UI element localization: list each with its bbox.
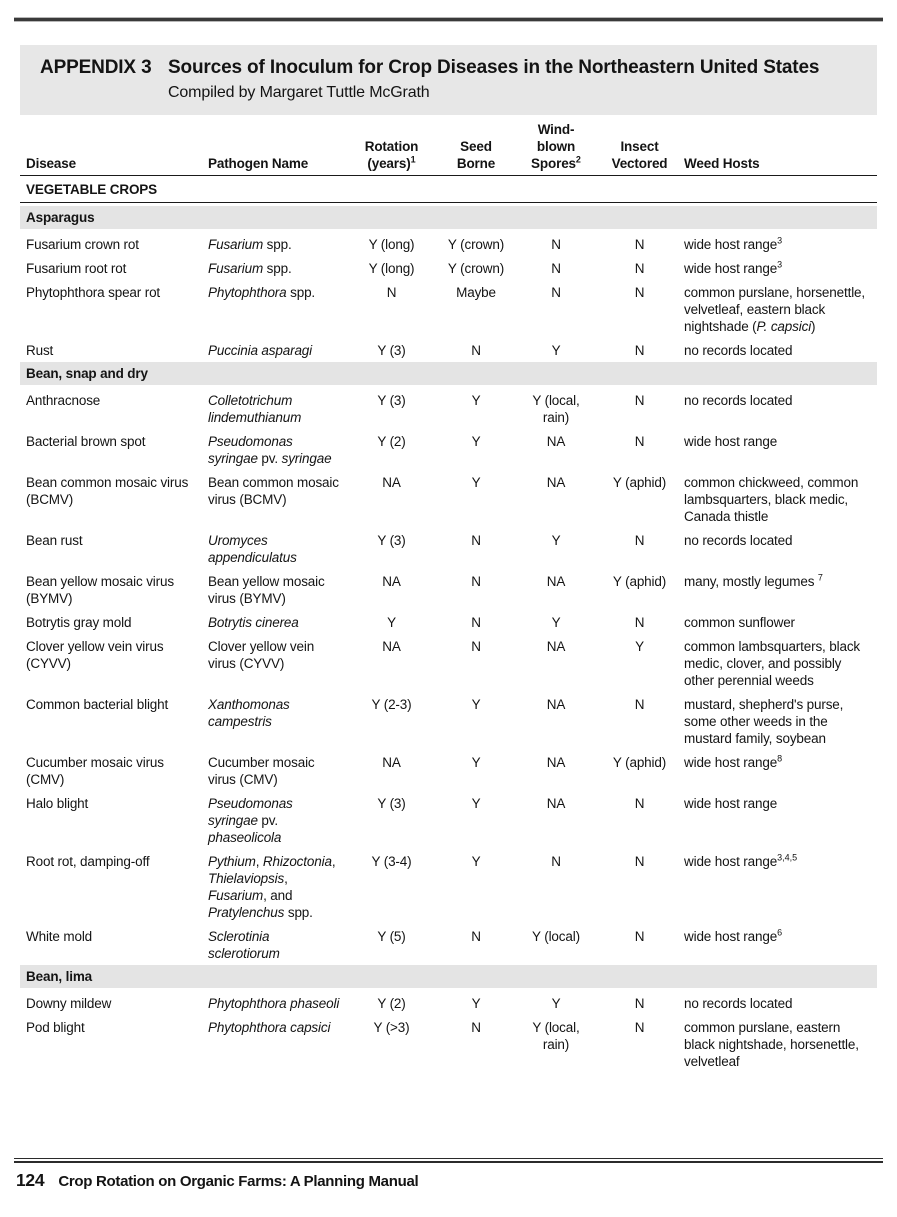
cell-rotation: N [386,285,397,300]
cell-seed: Y [471,434,481,449]
cell-wind: Y (local, rain) [532,1020,580,1052]
cell-wind: Y [551,343,561,358]
cell-rotation: Y (3) [377,796,406,811]
cell-rotation: Y (5) [377,929,406,944]
cell-insect: N [634,393,645,408]
cell-pathogen: Xanthomonas campestris [208,697,290,729]
cell-rotation: Y (3) [377,393,406,408]
cell-weed: common sunflower [684,615,795,630]
cell-insect: N [634,1020,645,1035]
table-row [20,788,877,846]
cell-weed: common lambsquarters, black medic, clover, and possibly other perennial weeds [684,639,861,688]
cell-weed: common chickweed, common lambsquarters, black medic, Canada thistle [684,475,859,524]
cell-rotation: Y (2-3) [371,697,412,712]
table-row [20,467,877,525]
table-row [20,426,877,467]
cell-insect: Y (aphid) [612,755,667,770]
cell-rotation: Y (2) [377,996,406,1011]
cell-wind: NA [546,796,566,811]
table-row [20,747,877,788]
cell-weed: wide host range$^{3,4,5}$ [684,852,798,869]
cell-pathogen: Phytophthora capsici [208,1020,331,1035]
cell-pathogen: Botrytis cinerea [208,615,299,630]
cell-rotation: Y (long) [368,237,415,252]
table-body [20,206,877,1070]
cell-seed: Y (crown) [447,261,505,276]
cell-pathogen: Fusarium spp. [208,237,292,252]
cell-insect: Y [635,639,644,654]
cell-weed: wide host range [684,434,778,449]
table-row [20,988,877,1012]
col-header-disease: Disease [26,156,76,171]
cell-insect: N [634,697,645,712]
top-rule [14,17,883,22]
table-row [20,689,877,747]
cell-wind: NA [546,639,566,654]
cell-rotation: NA [382,475,401,490]
cell-rotation: Y (3-4) [371,854,412,869]
section-header: Bean, lima [20,965,877,988]
cell-rotation: Y (>3) [373,1020,410,1035]
cell-wind: Y (local) [532,929,580,944]
cell-disease: Bean yellow mosaic virus (BYMV) [26,574,174,606]
cell-disease: Bean common mosaic virus (BCMV) [26,475,189,507]
page-number: 124 [16,1170,45,1190]
table-row [20,335,877,359]
column-header-row [20,121,877,176]
cell-wind: N [551,261,561,276]
footer-rule [14,1158,883,1163]
cell-seed: Y [471,755,481,770]
col-header-rotation: Rotation (years)$^1$ [364,139,419,171]
cell-disease: Root rot, damping-off [26,854,150,869]
cell-seed: N [471,533,481,548]
appendix-header-band [20,45,877,115]
section-header: Asparagus [20,206,877,229]
cell-wind: NA [546,574,566,589]
cell-disease: Anthracnose [26,393,101,408]
cell-wind: NA [546,434,566,449]
cell-disease: Clover yellow vein virus (CYVV) [26,639,164,671]
cell-seed: Y [471,796,481,811]
cell-pathogen: Phytophthora spp. [208,285,316,300]
cell-seed: Maybe [456,285,496,300]
cell-insect: N [634,237,645,252]
cell-wind: Y (local, rain) [532,393,580,425]
cell-pathogen: Pseudomonas syringae pv. phaseolicola [208,796,293,845]
cell-insect: N [634,854,645,869]
book-title: Crop Rotation on Organic Farms: A Planning Manual [58,1173,419,1190]
cell-pathogen: Sclerotinia sclerotiorum [208,929,280,961]
table-row [20,229,877,253]
cell-disease: Downy mildew [26,996,112,1011]
cell-wind: Y [551,615,561,630]
document-page [0,17,897,1217]
cell-wind: NA [546,697,566,712]
cell-seed: N [471,343,481,358]
cell-insect: N [634,343,645,358]
cell-disease: White mold [26,929,93,944]
cell-insect: N [634,533,645,548]
cell-disease: Halo blight [26,796,89,811]
cell-pathogen: Puccinia asparagi [208,343,313,358]
cell-rotation: NA [382,755,401,770]
cell-rotation: Y (3) [377,343,406,358]
cell-disease: Fusarium root rot [26,261,127,276]
col-header-weed: Weed Hosts [684,156,760,171]
cell-disease: Bacterial brown spot [26,434,146,449]
cell-seed: Y (crown) [447,237,505,252]
cell-disease: Fusarium crown rot [26,237,139,252]
cell-insect: N [634,285,645,300]
cell-rotation: NA [382,639,401,654]
cell-weed: no records located [684,393,793,408]
cell-insect: N [634,434,645,449]
cell-weed: wide host range [684,796,778,811]
cell-pathogen: Phytophthora phaseoli [208,996,340,1011]
cell-seed: N [471,929,481,944]
cell-weed: common purslane, horsenettle, velvetleaf, eastern black nightshade (P. capsici) [684,285,865,334]
cell-wind: Y [551,996,561,1011]
table-row [20,566,877,607]
cell-seed: N [471,1020,481,1035]
cell-weed: no records located [684,343,793,358]
cell-disease: Cucumber mosaic virus (CMV) [26,755,164,787]
cell-insect: N [634,261,645,276]
cell-pathogen: Fusarium spp. [208,261,292,276]
cell-weed: wide host range$^3$ [684,235,783,252]
table-row [20,1012,877,1070]
cell-seed: Y [471,697,481,712]
cell-seed: N [471,615,481,630]
table-row [20,921,877,962]
cell-seed: Y [471,393,481,408]
cell-rotation: NA [382,574,401,589]
cell-seed: Y [471,854,481,869]
table-row [20,607,877,631]
cell-disease: Rust [26,343,54,358]
cell-weed: many, mostly legumes $^7$ [684,572,823,589]
cell-wind: Y [551,533,561,548]
cell-pathogen: Colletotrichum lindemuthianum [208,393,302,425]
col-header-wind: Wind- blown Spores$^2$ [531,122,581,171]
cell-weed: common purslane, eastern black nightshade, horsenettle, velvetleaf [684,1020,859,1069]
page-footer [14,1158,883,1190]
cell-pathogen: Cucumber mosaic virus (CMV) [208,755,315,787]
cell-insect: N [634,929,645,944]
table-row [20,631,877,689]
cell-insect: N [634,615,645,630]
cell-wind: N [551,285,561,300]
cell-rotation: Y [387,615,396,630]
cell-insect: N [634,796,645,811]
cell-pathogen: Bean common mosaic virus (BCMV) [208,475,339,507]
cell-wind: NA [546,475,566,490]
appendix-title: Sources of Inoculum for Crop Diseases in the Northeastern United States [168,57,820,78]
cell-pathogen: Pseudomonas syringae pv. syringae [208,434,332,466]
col-header-insect: Insect Vectored [611,139,668,171]
cell-disease: Bean rust [26,533,83,548]
inoculum-table [20,121,877,1070]
cell-weed: no records located [684,996,793,1011]
cell-weed: wide host range$^8$ [684,753,783,770]
group-row-vegetable-crops: VEGETABLE CROPS [20,176,877,203]
cell-weed: mustard, shepherd's purse, some other weeds in the mustard family, soybean [684,697,844,746]
cell-disease: Phytophthora spear rot [26,285,161,300]
table-row [20,385,877,426]
cell-pathogen: Clover yellow vein virus (CYVV) [208,639,315,671]
cell-seed: N [471,574,481,589]
cell-seed: N [471,639,481,654]
cell-weed: no records located [684,533,793,548]
cell-weed: wide host range$^6$ [684,927,783,944]
section-header: Bean, snap and dry [20,362,877,385]
cell-insect: Y (aphid) [612,475,667,490]
cell-disease: Pod blight [26,1020,85,1035]
cell-rotation: Y (3) [377,533,406,548]
cell-wind: NA [546,755,566,770]
appendix-label: APPENDIX 3 [40,57,152,78]
col-header-seed: Seed Borne [456,139,496,171]
table-row [20,277,877,335]
table-row [20,253,877,277]
cell-pathogen: Uromyces appendiculatus [208,533,297,565]
table-row [20,525,877,566]
cell-insect: Y (aphid) [612,574,667,589]
cell-seed: Y [471,996,481,1011]
appendix-subtitle: Compiled by Margaret Tuttle McGrath [168,84,430,101]
cell-wind: N [551,854,561,869]
cell-pathogen: Bean yellow mosaic virus (BYMV) [208,574,325,606]
cell-weed: wide host range$^3$ [684,259,783,276]
cell-pathogen: Pythium, Rhizoctonia, Thielaviopsis, Fusarium, and Pratylenchus spp. [208,854,336,920]
cell-wind: N [551,237,561,252]
cell-disease: Botrytis gray mold [26,615,132,630]
cell-insect: N [634,996,645,1011]
col-header-pathogen: Pathogen Name [208,156,309,171]
cell-rotation: Y (long) [368,261,415,276]
cell-seed: Y [471,475,481,490]
table-row [20,846,877,921]
cell-disease: Common bacterial blight [26,697,169,712]
cell-rotation: Y (2) [377,434,406,449]
